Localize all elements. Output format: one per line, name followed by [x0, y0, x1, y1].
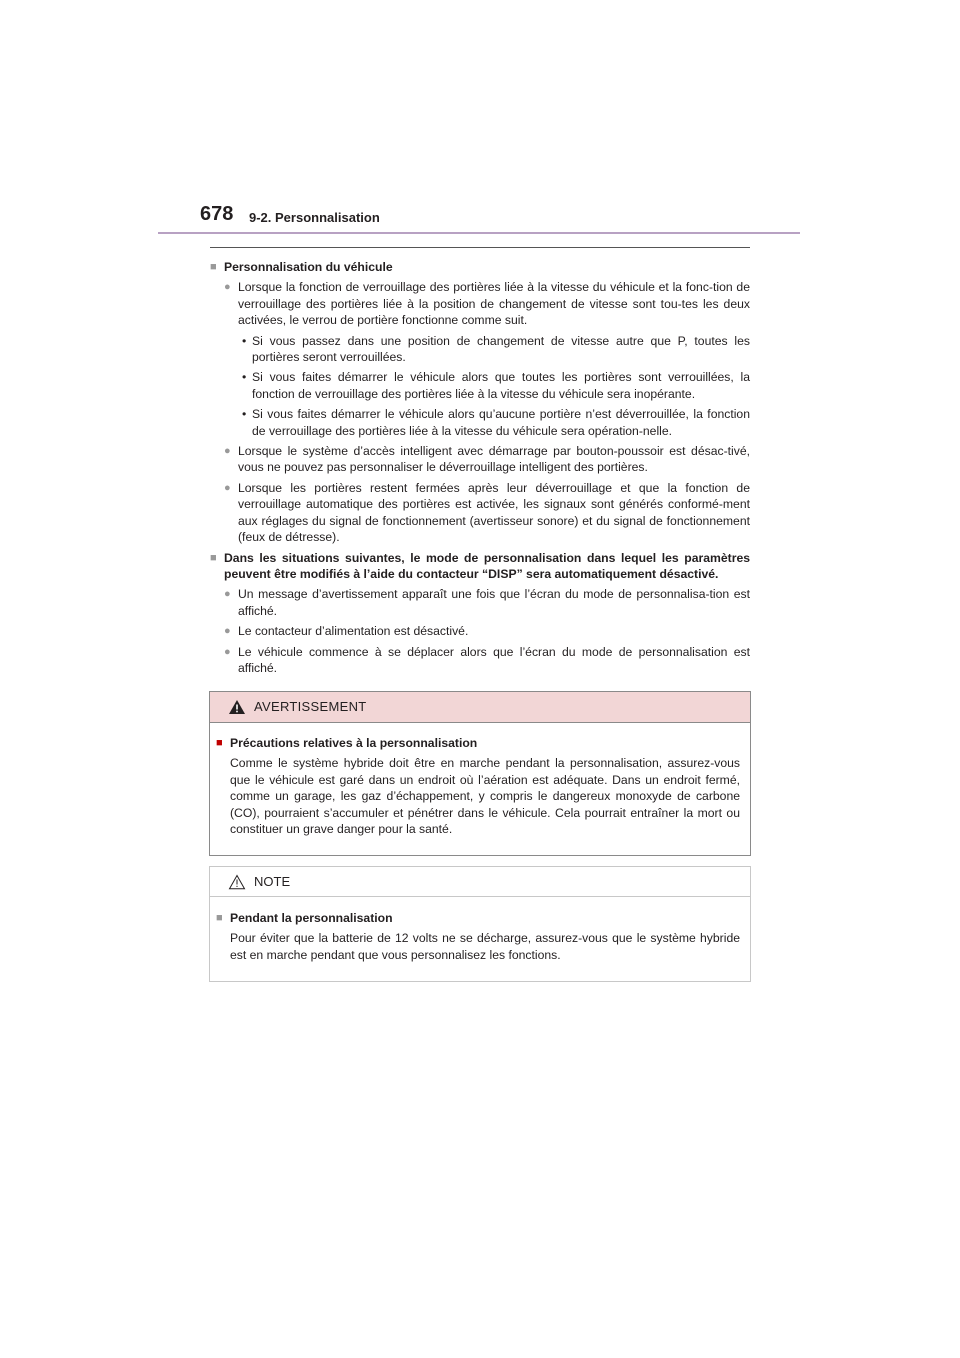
dot-bullet-icon: ●	[224, 588, 231, 601]
sub-item-text: Si vous passez dans une position de changement de vitesse autre que P, toutes les portières seront verrouillées.	[252, 333, 750, 365]
header-rule	[158, 232, 800, 234]
bullet-item	[210, 480, 750, 546]
bullet-item	[210, 623, 750, 639]
warning-title: AVERTISSEMENT	[254, 699, 367, 714]
sub-item-text: Si vous faites démarrer le véhicule alors que toutes les portières sont verrouillées, la fonction de verrouillage des portières liée à la vitesse du véhicule sera inopérante.	[252, 370, 750, 401]
sub-item	[210, 333, 750, 366]
square-bullet-icon: ■	[216, 912, 223, 924]
dot-bullet-icon: ●	[224, 645, 231, 658]
note-heading-text: Pendant la personnalisation	[230, 911, 393, 925]
warning-header	[210, 692, 750, 723]
note-heading	[216, 910, 740, 926]
section-heading-text: Personnalisation du véhicule	[224, 260, 393, 274]
bullet-item	[210, 644, 750, 677]
caution-triangle-icon	[228, 874, 246, 890]
bullet-text: Un message d’avertissement apparaît une fois que l’écran du mode de personnalisa-tion est affiché.	[238, 587, 750, 618]
section-title: 9-2. Personnalisation	[249, 210, 380, 225]
note-title: NOTE	[254, 874, 291, 889]
page-header	[158, 200, 800, 236]
sub-item	[210, 369, 750, 402]
dot-bullet-icon: ●	[224, 625, 231, 638]
section-heading	[210, 550, 750, 583]
warning-text: Comme le système hybride doit être en marche pendant la personnalisation, assurez-vous que le véhicule est garé dans un endroit où l’aération est adéquate. Dans un endroit fermé, comme un garage, les gaz d’échappement, y compris le dangereux monoxyde de carbone (CO), pourraient s’accumuler et pénétrer dans le véhicule. Cela pourrait entraîner la mort ou constituer un grave danger pour la santé.	[230, 756, 740, 837]
bullet-text: Lorsque le système d’accès intelligent avec démarrage par bouton-poussoir est désac-tivé, vous ne pouvez pas personnaliser le déverrouillage intelligent des portières.	[238, 444, 750, 475]
sub-bullet-icon: •	[242, 370, 247, 385]
dot-bullet-icon: ●	[224, 445, 231, 458]
bullet-item	[210, 586, 750, 619]
sub-item-text: Si vous faites démarrer le véhicule alors qu’aucune portière n’est déverrouillée, la fonction de verrouillage des portières liée à la vitesse du véhicule sera opération-nelle.	[252, 407, 750, 438]
bullet-text: Lorsque la fonction de verrouillage des portières liée à la vitesse du véhicule et la fonc-tion de verrouillage des portières liée à la position de changement de vitesse sont tou-tes les deux activées, le verrou de portière fonctionne comme suit.	[238, 280, 750, 328]
square-bullet-icon: ■	[210, 551, 217, 564]
note-body	[216, 910, 740, 963]
main-content	[210, 257, 750, 676]
page-number: 678	[200, 203, 234, 225]
note-header	[210, 867, 750, 897]
warning-triangle-icon	[228, 699, 246, 715]
section-heading	[210, 259, 750, 275]
warning-heading-text: Précautions relatives à la personnalisation	[230, 736, 478, 750]
warning-heading	[216, 735, 740, 751]
warning-body	[216, 735, 740, 837]
bullet-item	[210, 443, 750, 476]
bullet-text: Le contacteur d’alimentation est désactivé.	[238, 624, 469, 639]
note-box	[209, 866, 751, 982]
sub-item	[210, 406, 750, 439]
section-heading-text: Dans les situations suivantes, le mode de personnalisation dans lequel les paramètres peuvent être modifiés à l’aide du contacteur “DISP” sera automatiquement désactivé.	[224, 550, 750, 581]
bullet-text: Lorsque les portières restent fermées après leur déverrouillage et que la fonction de verrouillage automatique des portières est activée, les signaux sont générés conformé-ment aux réglages du signal de fonctionnement (avertisseur sonore) et du signal de fonctionnement (feux de détresse).	[238, 480, 750, 545]
square-bullet-icon: ■	[216, 737, 223, 749]
warning-box	[209, 691, 751, 856]
bullet-item	[210, 279, 750, 328]
dot-bullet-icon: ●	[224, 281, 231, 294]
note-text: Pour éviter que la batterie de 12 volts ne se décharge, assurez-vous que le système hybride est en marche pendant que vous personnalisez les fonctions.	[230, 931, 740, 962]
bullet-text: Le véhicule commence à se déplacer alors que l’écran du mode de personnalisation est affiché.	[238, 644, 750, 675]
sub-bullet-icon: •	[242, 407, 247, 422]
square-bullet-icon: ■	[210, 261, 217, 273]
content-rule	[210, 247, 750, 248]
dot-bullet-icon: ●	[224, 481, 231, 494]
sub-bullet-icon: •	[242, 333, 247, 348]
